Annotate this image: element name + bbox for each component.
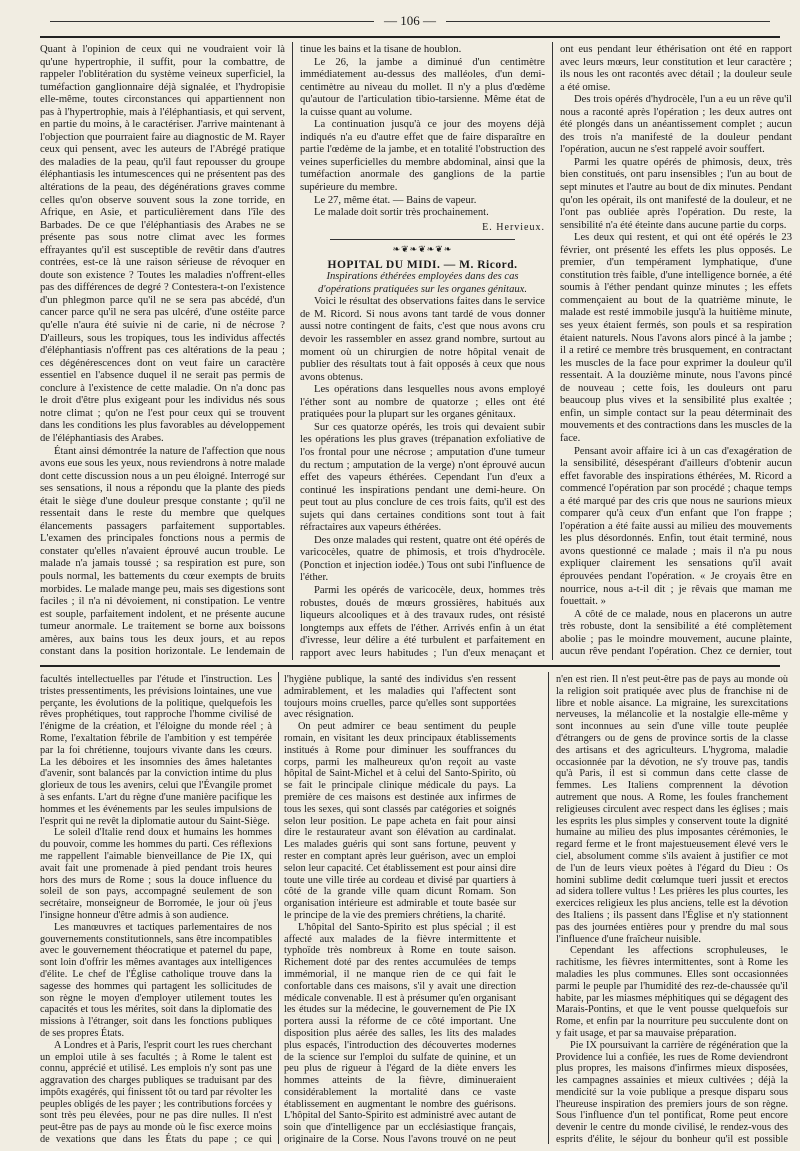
paragraph: La continuation jusqu'à ce jour des moyens déjà indiqués n'a eu d'autre effet que de faire disparaître en partie l'œdème de la jambe, et en totalité l'obstruction des veines superficielles du membre abdominal, ainsi que la tuméfaction anormale des ganglions de la partie supérieure du membre.: [300, 119, 545, 194]
paragraph: Les manœuvres et tactiques parlementaires de nos gouvernements constitutionnels, sans être incompatibles avec le gouvernement théocratique et paternel du pape, sont loin d'offrir les mêmes avantages aux intelligences d'élite. Le chef de l'Église catholique trouve dans la sagesse des hommes qui partagent les sollicitudes de son règne le moyen d'employer utilement toutes les capacités et tous les mérites, soit dans la diplomatie des missions à l'étranger, soit dans les fonctions publiques de ses propres États.: [40, 921, 272, 1039]
page-number: — 106 —: [384, 13, 436, 28]
feuilleton-column-2: [284, 674, 516, 1144]
paragraph: tinue les bains et la tisane de houblon.: [300, 44, 462, 55]
column-divider: [292, 42, 293, 660]
paragraph: Des onze malades qui restent, quatre ont été opérés de varicocèles, quatre de phimosis, et trois d'hydrocèle. (Ponction et injection iodée.) Tous ont subi l'influence de l'éther.: [300, 534, 545, 584]
paragraph: ont eus pendant leur éthérisation ont été en rapport avec leurs mœurs, leur constitution et leur caractère ; ils nous les ont racontés avec détail ; la douleur seule a été omise.: [560, 44, 792, 93]
paragraph: n'en est rien. Il n'est peut-être pas de pays au monde où la religion soit pratiquée avec plus de franchise ni de libre et noble aisance. La migraine, les surexcitations nerveuses, la mélancolie et la nostalgie elle-même y sont inconnues au sein d'une ville toute peuplée d'étrangers ou de gens de province sortis de la classe des artisans et des agriculteurs. L'hygroma, maladie occasionnée par la dévotion, ne s'y trouve pas, tandis qu'à Paris, il est si commun dans cette classe de femmes. Les Italiens comprennent la dévotion autrement que nous. A Rome, les foules franchement religieuses circulent avec respect dans les églises ; mais les esprits les plus simples y conservent toute la dignité humaine au milieu des plus imposantes cérémonies, le regard ferme et le front majestueusement élevé vers le ciel, absolument comme s'ils avaient à justifier ce mot de l'un de leurs vieux poètes à l'égard du Dieu : Os homini sublime dedit cœlumque tueri jussit et erectos ad sidera tollere vultus ! Les prières les plus courtes, les exercices religieux les plus anciens, telle est la dévotion des Italiens ; ils passent dans l'Église et n'y stationnent pas des journées entières pour y prendre du mal sous l'influence d'une fraîcheur nuisible.: [556, 674, 788, 945]
column-2: [300, 44, 545, 660]
column-divider: [552, 42, 553, 660]
header-rule: [40, 36, 780, 38]
paragraph: Pensant avoir affaire ici à un cas d'exagération de la sensibilité, désespérant d'ailleurs d'obtenir aucun effet favorable des inspirations éthérées, M. Ricord a commencé l'opération par son procédé ; chaque temps a été marqué par des cris que nous ne saurions mieux comparer qu'à ceux d'un enfant que l'on frappe ; l'opération a été faite aussi au milieu des mouvements les plus désordonnés. Enfin, tout était terminé, nous avons questionné ce malade ; mais il n'a pu nous expliquer clairement les sensations qu'il avait éprouvées pendant l'opération. « Je croyais être en nourrice, nous a-t-il dit ; je rêvais que maman me fouettait. »: [560, 445, 792, 608]
paragraph: Le 26, la jambe a diminué d'un centimètre immédiatement au-dessus des malléoles, d'un demi-centimètre au niveau du mollet. Il n'y a plus d'œdème qu'autour de l'articulation tibio-tarsienne. Même état de la cuisse quant au volume.: [300, 56, 545, 118]
paragraph: Le soleil d'Italie rend doux et humains les hommes du pouvoir, comme les hommes du parti. Ces réflexions me rappellent l'aimable bienveillance de Pie IX, qui avait fait une promenade à pied pendant trois heures hors des murs de Rome ; sous la douce influence du soleil de son pays, accompagné seulement de son secrétaire, monseigneur de Borromée, le jour où j'eus l'insigne honneur d'être admis à son audience.: [40, 827, 272, 921]
paragraph: Le 27, même état. — Bains de vapeur.: [314, 194, 477, 206]
paragraph: Des trois opérés d'hydrocèle, l'un a eu un rêve qu'il nous a raconté après l'opération ; les deux autres ont été plongés dans un anéantissement complet ; aucun des trois n'a manifesté de la douleur pendant l'opération, aucun ne s'est rappelé avoir souffert.: [560, 94, 792, 156]
paragraph: Étant ainsi démontrée la nature de l'affection que nous avons eue sous les yeux, nous reviendrons à notre malade dont cette discussion nous a un peu éloigné. Interrogé sur ses sensations, il nous a répondu que la plante des pieds était le siège d'une douleur presque constante ; qu'il ne ressentait dans le reste du membre que quelques élancements passagers parfaitement supportables. L'examen des principales fonctions nous a permis de constater qu'elles n'avaient éprouvé aucun trouble. Le malade n'a jamais toussé ; sa respiration est pure, son pouls normal, les battements du cœur exempts de bruits morbides. Le malade mange peu, mais ses digestions sont faciles ; il n'a ni dévoiement, ni constipation. Le ventre est souple, parfaitement indolent, et ne présente aucune tumeur anormale. Le traitement se borne aux boissons amères, aux bains tous les deux jours, et au repos constant dans la position horizontale. Le lendemain de: [40, 445, 285, 658]
section-subtitle: Inspirations éthérées employées dans des cas d'opérations pratiquées sur les organes génitaux.: [317, 271, 528, 295]
paragraph: Parmi les quatre opérés de phimosis, deux, très bien constitués, ont paru insensibles ; l'un au bout de sept minutes et l'autre au bout de dix minutes. Pendant qu'on les opérait, ils ont manifesté de la douleur, et ne l'ont pas oubliée après l'opération. Du reste, la sensibilité n'a été éteinte dans aucune partie du corps.: [560, 156, 792, 231]
paragraph: Les deux qui restent, et qui ont été opérés le 23 février, ont présenté les effets les plus opposés. Le premier, d'un tempérament lymphatique, d'une constitution très faible, d'une intelligence bornée, a été soumis à l'éther pendant quinze minutes ; les effets commençaient au bout de la quatrième minute, le malade est resté immobile jusqu'à la huitième minute, ses yeux étaient fermés, son pouls et sa respiration étaient naturels. Nous l'avons alors pincé à la jambe ; il a retiré ce membre très brusquement, en contractant les muscles de la face pour exprimer la douleur qu'il ressentait. A la douzième minute, nous l'avons pincé de nouveau ; cette fois, les douleurs ont paru beaucoup plus vives et la sensibilité plus exaltée ; enfin, un simple contact sur la peau déterminait des mouvements et des contractions dans les muscles de la face.: [560, 232, 792, 444]
column-1: [40, 44, 285, 660]
section-rule: [330, 239, 515, 240]
paragraph: L'hôpital del Santo-Spirito est plus spécial ; il est affecté aux malades de la fièvre intermittente et typhoïde très nombreux à Rome en toute saison. Richement doté par des rentes accumulées de temps immémorial, il ne manque rien de ce qui fait le confortable dans ces maisons, s'il y avait une direction médicale convenable. Il est à présumer qu'en organisant les études sur la médecine, le gouvernement de Pie IX portera aussi la réforme de ce côté important. Une disposition plus aérée des salles, les lits des malades plus espacés, l'introduction des découvertes modernes de la science sur l'emploi du sulfate de quinine, et un peu plus de rigueur à l'égard de la diète envers les hommes atteints de la fièvre, diminueraient considérablement la mortalité dans ce vaste établissement en augmentant le nombre des guérisons. L'hôpital del Santo-Spirito est administré avec autant de soin que d'intelligence par un ecclésiastique français, originaire de la Corse. Nous l'avons trouvé on ne peut: [284, 921, 516, 1144]
paragraph: Voici le résultat des observations faites dans le service de M. Ricord. Si nous avons tant tardé de vous donner aussi notre contingent de faits, c'est que nous avons cru devoir les rassembler en assez grand nombre, surtout au moment où un chirurgien de notre hôpital venait de publier des résultats tout à fait opposés à ceux que nous avons obtenus.: [300, 296, 545, 383]
column-divider: [548, 672, 549, 1144]
paragraph: On peut admirer ce beau sentiment du peuple romain, en visitant les deux principaux établissements institués à Rome pour diminuer les souffrances du corps, parmi les malheureux qu'on reçoit au vaste hôpital de Saint-Michel et à celui del Santo-Spirito, où se fait le principale clinique médicale du pays. La première de ces maisons est destinée aux infirmes de tous les sexes, qui sont classés par catégories et soignés selon leur position. Le pape acheta en fait pour ainsi dire le restaurateur avant son élévation au cardinalat. Les malades guéris qui sont sans fortune, peuvent y rester en comptant après leur guérison, avec un emploi selon leur capacité. Cet établissement est pour ainsi dire toute une ville tirée au cordeau et divisé par quartiers à côté de la grande ville quam dicunt Romam. Son organisation intérieure est admirable et toute basée sur le principe de la vie des premiers chrétiens, la charité.: [284, 721, 516, 921]
paragraph: Parmi les opérés de varicocèle, deux, hommes très robustes, doués de mœurs grossières, habitués aux liqueurs alcooliques et à des travaux rudes, ont résisté longtemps aux effets de l'éther. Arrivés enfin à un état d'ivresse, leur délire a été turbulent et parfaitement en rapport avec leurs habitudes ; l'un d'eux menaçant et: [300, 584, 545, 659]
header-dash-right: [446, 21, 770, 22]
paragraph: l'hygiène publique, la santé des individus s'en ressent admirablement, et les maladies qui l'affectent sont toujours moins cruelles, parce qu'elles sont supportées avec résignation.: [284, 674, 516, 721]
paragraph: A Londres et à Paris, l'esprit court les rues cherchant un emploi utile à ses facultés ; à Rome le talent est connu, apprécié et utilisé. Les emplois n'y sont pas une aggravation des charges publiques se traduisant par des impôts exagérés, qui finissent tôt ou tard par révolter les peuples obligés de les payer ; les contributions forcées y sont très peu élevées, pour ne pas dire nulles. Il n'est peut-être pas de pays au monde où le fisc exerce moins de vexations que dans les États du pape ; ce qui: [40, 1039, 272, 1144]
header-dash-left: [50, 21, 374, 22]
paragraph: Le malade doit sortir très prochainement.: [314, 207, 489, 219]
paragraph: Quant à l'opinion de ceux qui ne voudraient voir là qu'une hypertrophie, il suffit, pour la combattre, de rappeler l'oblitération du système veineux superficiel, la tuméfaction ganglionnaire déjà signalée, et l'hydropisie elle-même, toutes circonstances qui appartiennent non pas à l'hypertrophie, mais à l'éléphantiasis, et qui servent, en partie du moins, à le caractériser. J'arrive maintenant à l'objection que pourraient faire au diagnostic de M. Rayer ceux qui pensent, avec les auteurs de l'Abrégé pratique des maladies de la peau, qu'il faut repousser du groupe éléphantiasis les intumescences qui ne présentent pas des altérations de la peau, des dégénérations graves comme celles qu'on observe souvent sous la zone torride, en Afrique, en Asie, et particulièrement dans l'île des Barbades. De ce que l'éléphantiasis des Arabes ne se présente pas sous notre climat avec les formes effrayantes qu'il est susceptible de revêtir dans d'autres contrées, est-ce là une raison sérieuse de révoquer en doute son existence ? Toutes les maladies n'offrent-elles pas des différences de degré ? Contestera-t-on l'existence d'un phlegmon parce qu'il ne se sera pas abcédé, d'un cancer parce qu'il ne sera pas ulcéré, d'une ostéite parce qu'elle n'aura été suivie ni de carie, ni de nécrose ? D'ailleurs, sous les tropiques, tous les individus affectés d'éléphantiasis n'offrent pas ces altérations de la peau ; ces dégénérescences dont on veut faire un caractère essentiel en l'absence duquel il ne serait pas permis de conclure à l'existence de cette maladie. On n'a donc pas le droit d'être plus exigeant pour les individus nés sous notre climat ; qu'on ne l'est pour ceux qui se trouvent dans les conditions les plus favorables au développement de l'éléphantiasis des Arabes.: [40, 44, 285, 444]
author-signature: E. Hervieux.: [482, 221, 545, 233]
section-title: HOPITAL DU MIDI. — M. Ricord.: [327, 258, 518, 271]
paragraph: Cependant les affections scrophuleuses, le rachitisme, les fièvres intermittentes, sont à Rome les maladies les plus communes. Elles sont occasionnées parmi le peuple par l'humidité des rez-de-chaussée qu'il habite, par les miasmes méphitiques qui se dégagent des Marais-Pontins, et que le vent pousse quelquefois sur Rome, et enfin par la nourriture peu succulente dont on y fait usage, et par sa mauvaise préparation.: [556, 945, 788, 1039]
paragraph: Les opérations dans lesquelles nous avons employé l'éther sont au nombre de quatorze ; elles ont été pratiquées pour la plupart sur les organes génitaux.: [300, 384, 545, 421]
ornament-divider: ❧❦❧❦❧❦❧: [392, 244, 453, 255]
feuilleton-column-3: [556, 674, 788, 1144]
paragraph: Sur ces quatorze opérés, les trois qui devaient subir les opérations les plus graves (trépanation exfoliative de l'os frontal pour une nécrose ; amputation d'une tumeur du rectum ; amputation de la verge) n'ont éprouvé aucun effet des vapeurs éthérées. Cependant l'un d'eux a continué les inspirations pendant une demi-heure. On peut tout au plus conclure de ces trois faits, qu'il est des sujets qui dans certaines conditions sont tout à fait réfractaires aux vapeurs éthérées.: [300, 421, 545, 534]
paragraph: facultés intellectuelles par l'étude et l'instruction. Les tristes pressentiments, les prévisions lointaines, une vue perçante, les évolutions de la politique, quelquefois les rêves prophétiques, tout rapproche l'homme civilisé de l'énigme de la création, et l'éloigne du monde réel ; à Rome, l'exaltation fébrile de l'ambition y est tempérée par la foi chrétienne, toujours vivante dans les cœurs. La les déboires et les insomnies des âmes haletantes d'avenir, sont balancés par la conviction intime du plus glorieux de tous les avenirs, celui que l'Évangile promet à ses enfants. L'art du règne d'une manière pacifique les hommes et les événements par les seules impulsions de l'esprit qui ne revêt la diplomatie autour du Saint-Siège.: [40, 674, 272, 827]
paragraph: A côté de ce malade, nous en placerons un autre très robuste, dont la sensibilité a été complètement abolie ; pas le moindre mouvement, aucune plainte, aucun rêve pendant l'opération. Chez ce dernier, tout: [560, 608, 792, 658]
page-header: [40, 8, 780, 34]
paragraph: Pie IX poursuivant la carrière de régénération que la Providence lui a confiée, les rues de Rome deviendront plus propres, les maisons d'infirmes mieux disposées, les campagnes assainies et mieux cultivées ; déjà la mendicité sur la voie publique a presque disparu sous l'heureuse inspiration des premiers jours de son règne. Sous l'influence d'un tel pontificat, Rome peut encore devenir le centre du monde civilisé, le rendez-vous des esprits d'élite, le séjour du bonheur qu'il est possible: [556, 1039, 788, 1144]
feuilleton-rule: [40, 665, 780, 667]
feuilleton-column-1: [40, 674, 272, 1144]
column-3: [560, 44, 792, 660]
column-divider: [278, 672, 279, 1144]
